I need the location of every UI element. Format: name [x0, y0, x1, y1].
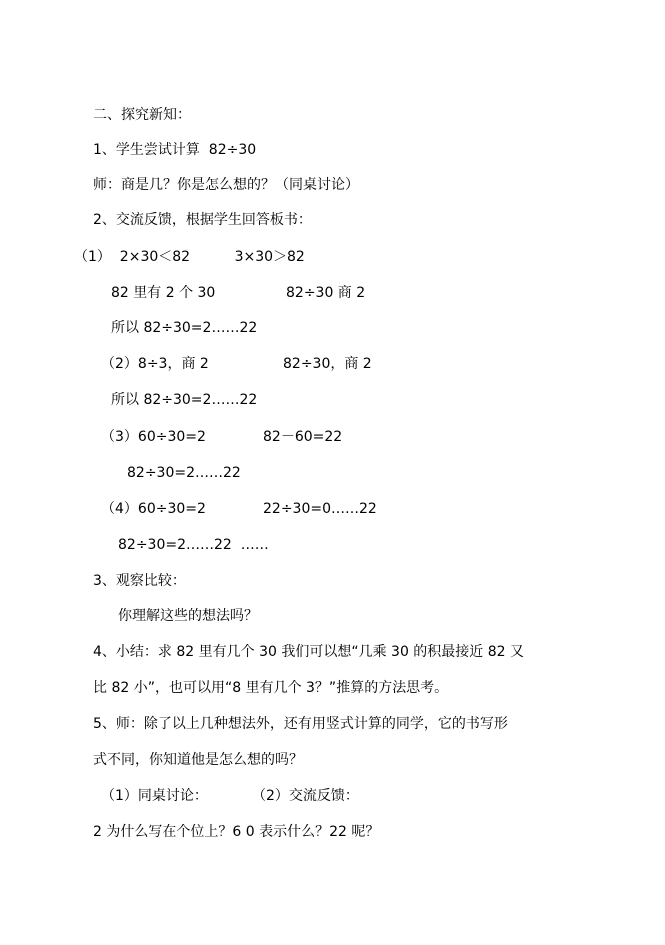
step-3-question: 你理解这些的想法吗？: [118, 608, 258, 624]
step-5-line-1: 5、师：除了以上几种想法外，还有用竖式计算的同学，它的书写形: [93, 716, 508, 732]
feedback-label: （2）交流反馈：: [252, 788, 359, 804]
final-question: 2 为什么写在个位上？6 0 表示什么？22 呢？: [93, 824, 380, 840]
method-1-comparison: （1） 2×30＜82 3×30＞82: [74, 249, 305, 265]
method-2-left: （2）8÷3，商 2: [101, 356, 209, 372]
summary-line-2: 比 82 小”，也可以用“8 里有几个 3？”推算的方法思考。: [93, 680, 449, 696]
summary-line-1: 4、小结：求 82 里有几个 30 我们可以想“几乘 30 的积最接近 82 又: [93, 644, 525, 660]
discussion-label: （1）同桌讨论：: [101, 788, 208, 804]
method-1-result: 所以 82÷30=2……22: [111, 320, 258, 336]
step-5-line-2: 式不同，你知道他是怎么想的吗？: [93, 752, 303, 768]
method-3-left: （3）60÷30=2: [101, 429, 206, 445]
method-2-right: 82÷30，商 2: [283, 356, 372, 372]
step-1-text: 1、学生尝试计算 82÷30: [93, 142, 257, 158]
section-heading: 二、探究新知：: [93, 107, 191, 123]
method-1-reason-right: 82÷30 商 2: [286, 285, 366, 301]
step-2-text: 2、交流反馈，根据学生回答板书：: [93, 212, 312, 228]
teacher-question: 师：商是几？你是怎么想的？（同桌讨论）: [93, 177, 359, 193]
method-3-right: 82－60=22: [263, 429, 343, 445]
method-4-left: （4）60÷30=2: [101, 501, 206, 517]
method-2-result: 所以 82÷30=2……22: [111, 392, 258, 408]
method-3-result: 82÷30=2……22: [127, 465, 241, 481]
method-1-reason-left: 82 里有 2 个 30: [111, 285, 216, 301]
step-3-text: 3、观察比较：: [93, 573, 186, 589]
method-4-right: 22÷30=0……22: [263, 501, 377, 517]
method-4-result: 82÷30=2……22 ……: [118, 537, 269, 553]
